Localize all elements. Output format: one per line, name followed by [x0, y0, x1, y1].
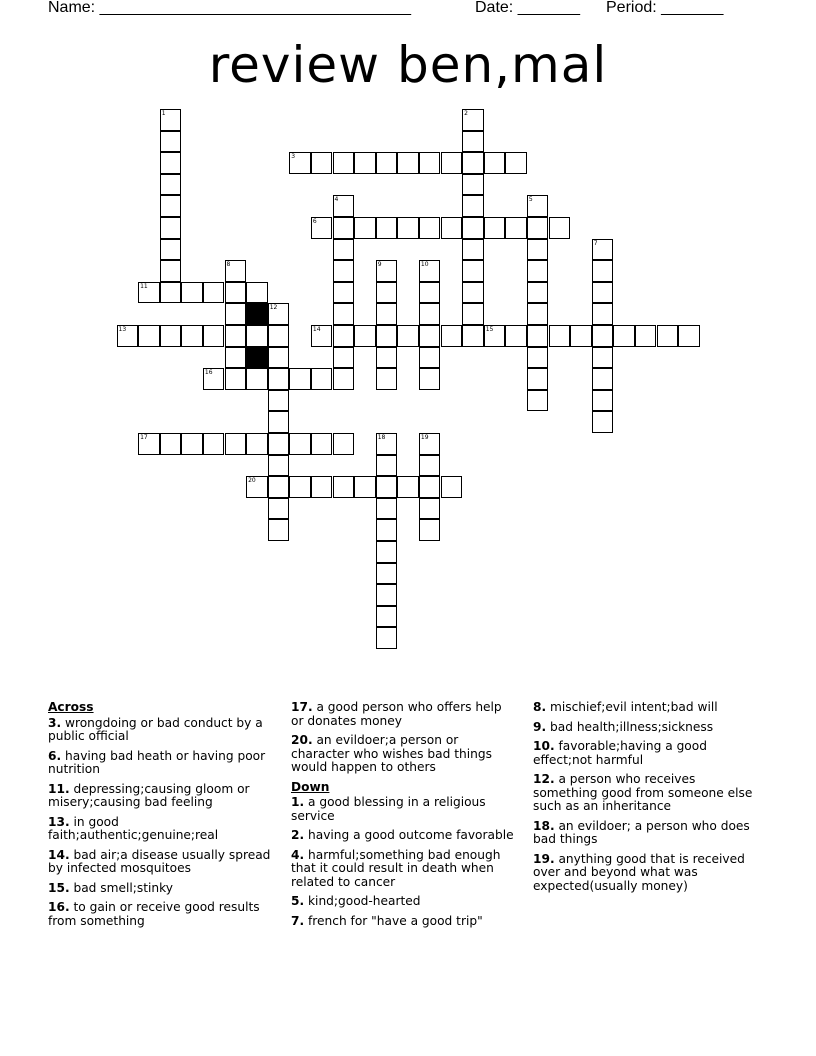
crossword-cell[interactable]	[419, 368, 441, 390]
clue-item	[48, 882, 278, 896]
cell-number: 12	[269, 304, 278, 312]
clue-item	[291, 849, 517, 890]
crossword-cell[interactable]	[419, 217, 441, 239]
cell-number: 19	[420, 434, 429, 441]
clue-text: bad health;illness;sickness	[546, 719, 714, 734]
crossword-cell[interactable]	[462, 282, 484, 304]
crossword-cell[interactable]	[527, 217, 549, 239]
clue-text: a good person who offers help or donates money	[291, 700, 502, 728]
clue-item	[533, 773, 763, 814]
clue-number: 9.	[533, 719, 547, 734]
clue-item	[533, 853, 763, 894]
crossword-cell[interactable]	[246, 433, 268, 455]
cell-number: 9	[377, 261, 382, 269]
clue-text: depressing;causing gloom or misery;causing bad feeling	[48, 781, 250, 809]
crossword-cell[interactable]	[376, 519, 398, 541]
crossword-cell[interactable]	[484, 217, 506, 239]
clue-item	[533, 740, 763, 767]
crossword-cell[interactable]	[505, 325, 527, 347]
crossword-cell[interactable]	[592, 390, 614, 412]
clue-text: anything good that is received over and beyond what was expected(usually money)	[533, 851, 745, 893]
crossword-cell[interactable]	[376, 563, 398, 585]
clue-text: a good blessing in a religious service	[291, 795, 486, 823]
crossword-cell[interactable]	[419, 303, 441, 325]
crossword-cell[interactable]	[354, 476, 376, 498]
clue-number: 5.	[291, 894, 305, 908]
crossword-cell[interactable]	[549, 325, 571, 347]
crossword-cell[interactable]	[311, 433, 333, 455]
crossword-cell[interactable]	[376, 368, 398, 390]
clue-text: an evildoer; a person who does bad things	[533, 818, 750, 846]
crossword-cell[interactable]	[657, 325, 679, 347]
date-field[interactable]: Date: _______	[475, 0, 580, 16]
crossword-cell[interactable]	[462, 174, 484, 196]
crossword-cell[interactable]	[160, 152, 182, 174]
crossword-cell[interactable]	[592, 325, 614, 347]
crossword-cell[interactable]	[160, 325, 182, 347]
crossword-cell[interactable]	[376, 303, 398, 325]
clue-item	[533, 820, 763, 847]
crossword-cell[interactable]	[527, 347, 549, 369]
crossword-cell[interactable]	[484, 152, 506, 174]
crossword-cell[interactable]	[333, 368, 355, 390]
clue-number: 8.	[533, 700, 547, 714]
crossword-cell[interactable]	[268, 519, 290, 541]
clue-number: 19.	[533, 851, 555, 866]
clue-column-1	[48, 701, 278, 934]
crossword-cell[interactable]	[419, 455, 441, 477]
crossword-cell[interactable]	[268, 411, 290, 433]
cell-number: 13	[118, 326, 127, 333]
clue-text: harmful;something bad enough that it could result in death when related to cancer	[291, 847, 501, 889]
crossword-cell[interactable]	[527, 239, 549, 261]
black-square	[246, 347, 268, 369]
crossword-cell[interactable]	[441, 325, 463, 347]
clue-number: 12.	[533, 772, 555, 786]
crossword-cell[interactable]	[160, 195, 182, 217]
crossword-cell[interactable]	[354, 217, 376, 239]
crossword-cell[interactable]	[527, 390, 549, 412]
clue-text: a person who receives something good from someone else such as an inheritance	[533, 772, 753, 813]
clue-section-heading: Across	[48, 700, 94, 714]
crossword-cell[interactable]	[376, 498, 398, 520]
crossword-cell[interactable]	[397, 325, 419, 347]
crossword-cell[interactable]	[376, 455, 398, 477]
crossword-cell[interactable]	[376, 347, 398, 369]
cell-number: 17	[140, 434, 148, 441]
crossword-cell[interactable]	[441, 152, 463, 174]
crossword-cell[interactable]	[462, 109, 484, 131]
crossword-cell[interactable]	[397, 217, 419, 239]
crossword-cell[interactable]	[311, 152, 333, 174]
crossword-cell[interactable]	[268, 347, 290, 369]
clue-item	[48, 849, 278, 876]
crossword-cell[interactable]	[225, 368, 247, 390]
crossword-cell[interactable]	[268, 455, 290, 477]
clue-text: having a good outcome favorable	[304, 828, 514, 842]
cell-number: 3	[291, 153, 296, 161]
clue-text: mischief;evil intent;bad will	[546, 700, 718, 714]
black-square	[246, 303, 268, 325]
clue-section-heading: Down	[291, 779, 330, 794]
clue-item	[291, 701, 517, 728]
crossword-cell[interactable]	[549, 217, 571, 239]
crossword-cell[interactable]	[268, 303, 290, 325]
crossword-cell[interactable]	[268, 390, 290, 412]
crossword-cell[interactable]	[376, 260, 398, 282]
crossword-cell[interactable]	[592, 282, 614, 304]
clue-item	[291, 895, 517, 909]
name-field[interactable]: Name: ___________________________________	[48, 0, 412, 16]
crossword-cell[interactable]	[527, 195, 549, 217]
crossword-cell[interactable]	[635, 325, 657, 347]
clue-text: in good faith;authentic;genuine;real	[48, 814, 219, 842]
crossword-cell[interactable]	[419, 476, 441, 498]
crossword-cell[interactable]	[203, 282, 225, 304]
crossword-cell[interactable]	[268, 325, 290, 347]
cell-number: 2	[464, 110, 468, 117]
crossword-cell[interactable]	[333, 260, 355, 282]
crossword-cell[interactable]	[268, 433, 290, 455]
crossword-cell[interactable]	[333, 476, 355, 498]
crossword-cell[interactable]	[333, 433, 355, 455]
crossword-cell[interactable]	[376, 606, 398, 628]
crossword-cell[interactable]	[527, 303, 549, 325]
clue-item	[48, 901, 278, 928]
period-field[interactable]: Period: _______	[606, 0, 724, 16]
worksheet-header	[0, 0, 816, 24]
crossword-cell[interactable]	[527, 260, 549, 282]
crossword-cell[interactable]	[354, 325, 376, 347]
clue-number: 17.	[291, 700, 313, 714]
clue-column-2	[291, 701, 517, 934]
clue-number: 13.	[48, 814, 70, 829]
crossword-cell[interactable]	[289, 152, 311, 174]
crossword-cell[interactable]	[181, 282, 203, 304]
cell-number: 7	[593, 239, 598, 247]
crossword-cell[interactable]	[203, 368, 225, 390]
crossword-cell[interactable]	[246, 282, 268, 304]
crossword-cell[interactable]	[462, 131, 484, 153]
cell-number: 1	[161, 110, 166, 117]
crossword-cell[interactable]	[397, 152, 419, 174]
crossword-cell[interactable]	[268, 476, 290, 498]
crossword-cell[interactable]	[160, 131, 182, 153]
clue-item	[291, 796, 517, 823]
crossword-cell[interactable]	[527, 325, 549, 347]
crossword-cell[interactable]	[246, 476, 268, 498]
crossword-cell[interactable]	[505, 217, 527, 239]
crossword-cell[interactable]	[527, 368, 549, 390]
crossword-cell[interactable]	[333, 217, 355, 239]
crossword-cell[interactable]	[311, 368, 333, 390]
crossword-cell[interactable]	[419, 152, 441, 174]
crossword-cell[interactable]	[333, 195, 355, 217]
cell-number: 11	[140, 282, 148, 290]
crossword-cell[interactable]	[462, 195, 484, 217]
cell-number: 15	[485, 326, 494, 333]
crossword-cell[interactable]	[289, 476, 311, 498]
crossword-cell[interactable]	[419, 347, 441, 369]
crossword-cell[interactable]	[225, 303, 247, 325]
clue-number: 11.	[48, 781, 70, 796]
crossword-cell[interactable]	[678, 325, 700, 347]
crossword-cell[interactable]	[376, 584, 398, 606]
crossword-cell[interactable]	[181, 433, 203, 455]
clue-item	[291, 829, 517, 843]
crossword-cell[interactable]	[592, 239, 614, 261]
page-title: review ben,mal	[208, 36, 608, 94]
clue-number: 20.	[291, 733, 313, 747]
crossword-cell[interactable]	[570, 325, 592, 347]
clue-text: bad smell;stinky	[69, 880, 173, 895]
crossword-cell[interactable]	[289, 368, 311, 390]
crossword-cell[interactable]	[376, 152, 398, 174]
crossword-cell[interactable]	[138, 325, 160, 347]
crossword-cell[interactable]	[225, 325, 247, 347]
crossword-cell[interactable]	[419, 260, 441, 282]
clue-text: an evildoer;a person or character who wishes bad things would happen to others	[291, 733, 492, 774]
clue-text: to gain or receive good results from something	[48, 900, 260, 928]
crossword-cell[interactable]	[225, 433, 247, 455]
crossword-cell[interactable]	[181, 325, 203, 347]
clue-text: having bad heath or having poor nutrition	[48, 748, 266, 776]
cell-number: 14	[312, 326, 321, 333]
crossword-cell[interactable]	[419, 282, 441, 304]
crossword-cell[interactable]	[462, 217, 484, 239]
clue-number: 2.	[291, 828, 305, 842]
crossword-cell[interactable]	[592, 411, 614, 433]
clue-item	[48, 717, 278, 744]
crossword-cell[interactable]	[225, 347, 247, 369]
crossword-cell[interactable]	[333, 325, 355, 347]
cell-number: 8	[226, 261, 231, 269]
clue-column-3	[533, 701, 763, 899]
cell-number: 20	[248, 477, 256, 485]
clue-text: french for "have a good trip"	[304, 913, 483, 928]
clue-number: 18.	[533, 818, 555, 833]
crossword-cell[interactable]	[160, 282, 182, 304]
clue-item	[48, 783, 278, 810]
crossword-cell[interactable]	[333, 303, 355, 325]
crossword-cell[interactable]	[268, 498, 290, 520]
crossword-cell[interactable]	[419, 519, 441, 541]
crossword-cell[interactable]	[505, 152, 527, 174]
crossword-cell[interactable]	[592, 347, 614, 369]
clue-number: 7.	[291, 913, 305, 928]
crossword-cell[interactable]	[203, 325, 225, 347]
crossword-cell[interactable]	[138, 433, 160, 455]
clue-text: bad air;a disease usually spread by infected mosquitoes	[48, 847, 271, 875]
crossword-cell[interactable]	[225, 282, 247, 304]
clue-item	[48, 750, 278, 777]
crossword-cell[interactable]	[311, 476, 333, 498]
crossword-cell[interactable]	[527, 282, 549, 304]
crossword-cell[interactable]	[160, 174, 182, 196]
crossword-cell[interactable]	[117, 325, 139, 347]
crossword-cell[interactable]	[462, 239, 484, 261]
crossword-cell[interactable]	[462, 260, 484, 282]
crossword-cell[interactable]	[441, 476, 463, 498]
crossword-cell[interactable]	[311, 325, 333, 347]
crossword-cell[interactable]	[462, 325, 484, 347]
crossword-cell[interactable]	[160, 217, 182, 239]
cell-number: 16	[204, 369, 213, 377]
clue-number: 10.	[533, 739, 555, 753]
crossword-cell[interactable]	[592, 303, 614, 325]
cell-number: 5	[528, 196, 533, 204]
crossword-cell[interactable]	[268, 368, 290, 390]
crossword-cell[interactable]	[376, 627, 398, 649]
crossword-cell[interactable]	[376, 476, 398, 498]
crossword-cell[interactable]	[138, 282, 160, 304]
clue-item	[533, 721, 763, 735]
crossword-cell[interactable]	[225, 260, 247, 282]
crossword-cell[interactable]	[160, 260, 182, 282]
clue-number: 4.	[291, 847, 305, 862]
crossword-cell[interactable]	[246, 325, 268, 347]
cell-number: 18	[377, 434, 386, 441]
clue-text: kind;good-hearted	[304, 894, 421, 908]
cell-number: 6	[312, 218, 317, 225]
clue-item	[291, 915, 517, 929]
crossword-cell[interactable]	[354, 152, 376, 174]
cell-number: 10	[420, 261, 429, 269]
crossword-cell[interactable]	[592, 368, 614, 390]
clue-number: 16.	[48, 900, 70, 914]
clue-number: 14.	[48, 847, 70, 862]
clue-item	[48, 816, 278, 843]
crossword-cell[interactable]	[419, 433, 441, 455]
cell-number: 4	[334, 196, 339, 204]
crossword-cell[interactable]	[160, 109, 182, 131]
crossword-cell[interactable]	[462, 152, 484, 174]
crossword-cell[interactable]	[397, 476, 419, 498]
crossword-cell[interactable]	[203, 433, 225, 455]
crossword-cell[interactable]	[333, 239, 355, 261]
crossword-cell[interactable]	[311, 217, 333, 239]
crossword-cell[interactable]	[376, 282, 398, 304]
crossword-cell[interactable]	[441, 217, 463, 239]
clue-item	[533, 701, 763, 715]
crossword-cell[interactable]	[376, 325, 398, 347]
crossword-cell[interactable]	[376, 433, 398, 455]
crossword-cell[interactable]	[333, 347, 355, 369]
clue-text: wrongdoing or bad conduct by a public official	[48, 715, 263, 743]
crossword-cell[interactable]	[246, 368, 268, 390]
clue-text: favorable;having a good effect;not harmful	[533, 739, 707, 767]
crossword-cell[interactable]	[462, 303, 484, 325]
crossword-cell[interactable]	[376, 541, 398, 563]
clue-number: 6.	[48, 748, 62, 763]
crossword-cell[interactable]	[484, 325, 506, 347]
crossword-cell[interactable]	[613, 325, 635, 347]
crossword-cell[interactable]	[419, 498, 441, 520]
crossword-cell[interactable]	[289, 433, 311, 455]
crossword-cell[interactable]	[419, 325, 441, 347]
crossword-cell[interactable]	[333, 282, 355, 304]
crossword-cell[interactable]	[160, 433, 182, 455]
crossword-cell[interactable]	[333, 152, 355, 174]
clue-item	[291, 734, 517, 775]
crossword-cell[interactable]	[592, 260, 614, 282]
clue-number: 1.	[291, 795, 305, 809]
crossword-cell[interactable]	[160, 239, 182, 261]
clue-number: 3.	[48, 715, 62, 730]
crossword-cell[interactable]	[376, 217, 398, 239]
clue-number: 15.	[48, 880, 70, 895]
